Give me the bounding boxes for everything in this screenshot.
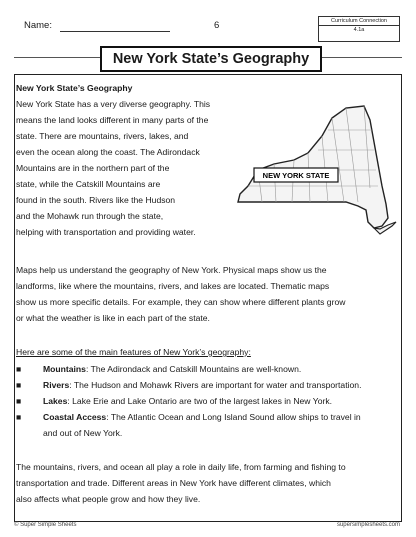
bullet-icon: ■ bbox=[16, 396, 22, 406]
paragraph-line: Maps help us understand the geography of New York. Physical maps show us the bbox=[16, 265, 327, 275]
paragraph-line: show us more specific details. For example, they can show where different plants grow bbox=[16, 297, 346, 307]
map-label: NEW YORK STATE bbox=[262, 171, 330, 180]
footer-copyright: © Super Simple Sheets bbox=[14, 522, 77, 528]
page-number: 6 bbox=[214, 20, 220, 31]
intro-section bbox=[16, 80, 210, 240]
footer-website: supersimplesheets.com bbox=[336, 522, 400, 528]
list-item bbox=[16, 393, 361, 409]
paragraph-line: landforms, like where the mountains, rivers, and lakes are located. Thematic maps bbox=[16, 281, 330, 291]
closing-line: also affects what people grow and how they live. bbox=[16, 494, 201, 504]
new-york-map bbox=[228, 98, 398, 248]
intro-line: even the ocean along the coast. The Adirondack bbox=[16, 147, 200, 157]
name-label: Name: bbox=[24, 20, 52, 31]
feature-text: : The Hudson and Mohawk Rivers are important for water and transportation. bbox=[69, 380, 362, 390]
bullet-icon: ■ bbox=[16, 380, 22, 390]
closing-line: The mountains, rivers, and ocean all play a role in daily life, from farming and fishing to bbox=[16, 462, 346, 472]
feature-term: Mountains bbox=[43, 364, 86, 374]
intro-line: and the Mohawk run through the state, bbox=[16, 211, 164, 221]
maps-paragraph bbox=[16, 262, 345, 326]
feature-text: : Lake Erie and Lake Ontario are two of the largest lakes in New York. bbox=[67, 396, 333, 406]
features-list bbox=[16, 361, 361, 441]
curriculum-connection-box bbox=[318, 16, 400, 42]
curriculum-title: Curriculum Connection bbox=[319, 17, 399, 26]
closing-paragraph bbox=[16, 459, 346, 507]
page-title: New York State’s Geography bbox=[100, 46, 322, 72]
intro-heading: New York State’s Geography bbox=[16, 83, 133, 93]
list-item bbox=[16, 361, 361, 377]
closing-line: transportation and trade. Different areas in New York have different climates, which bbox=[16, 478, 331, 488]
intro-line: state, while the Catskill Mountains are bbox=[16, 179, 161, 189]
intro-line: state. There are mountains, rivers, lakes, and bbox=[16, 131, 189, 141]
header bbox=[14, 14, 402, 42]
name-blank-line[interactable] bbox=[60, 31, 170, 32]
intro-line: Mountains are in the northern part of the bbox=[16, 163, 170, 173]
paragraph-line: or what the weather is like in each part of the state. bbox=[16, 313, 210, 323]
feature-term: Coastal Access bbox=[43, 412, 107, 422]
feature-text: : The Adirondack and Catskill Mountains are well-known. bbox=[85, 364, 302, 374]
list-item bbox=[16, 377, 361, 393]
intro-line: New York State has a very diverse geography. This bbox=[16, 99, 211, 109]
feature-term: Rivers bbox=[43, 380, 70, 390]
list-item bbox=[16, 409, 361, 441]
intro-line: found in the south. Rivers like the Hudson bbox=[16, 195, 176, 205]
features-heading: Here are some of the main features of New York’s geography: bbox=[16, 347, 251, 357]
feature-text-continuation: and out of New York. bbox=[43, 428, 123, 438]
curriculum-code: 4.1a bbox=[353, 27, 365, 33]
feature-term: Lakes bbox=[43, 396, 68, 406]
intro-line: means the land looks different in many parts of the bbox=[16, 115, 209, 125]
feature-text: : The Atlantic Ocean and Long Island Sound allow ships to travel in bbox=[106, 412, 361, 422]
intro-line: helping with transportation and providing water. bbox=[16, 227, 196, 237]
bullet-icon: ■ bbox=[16, 412, 22, 422]
bullet-icon: ■ bbox=[16, 364, 22, 374]
